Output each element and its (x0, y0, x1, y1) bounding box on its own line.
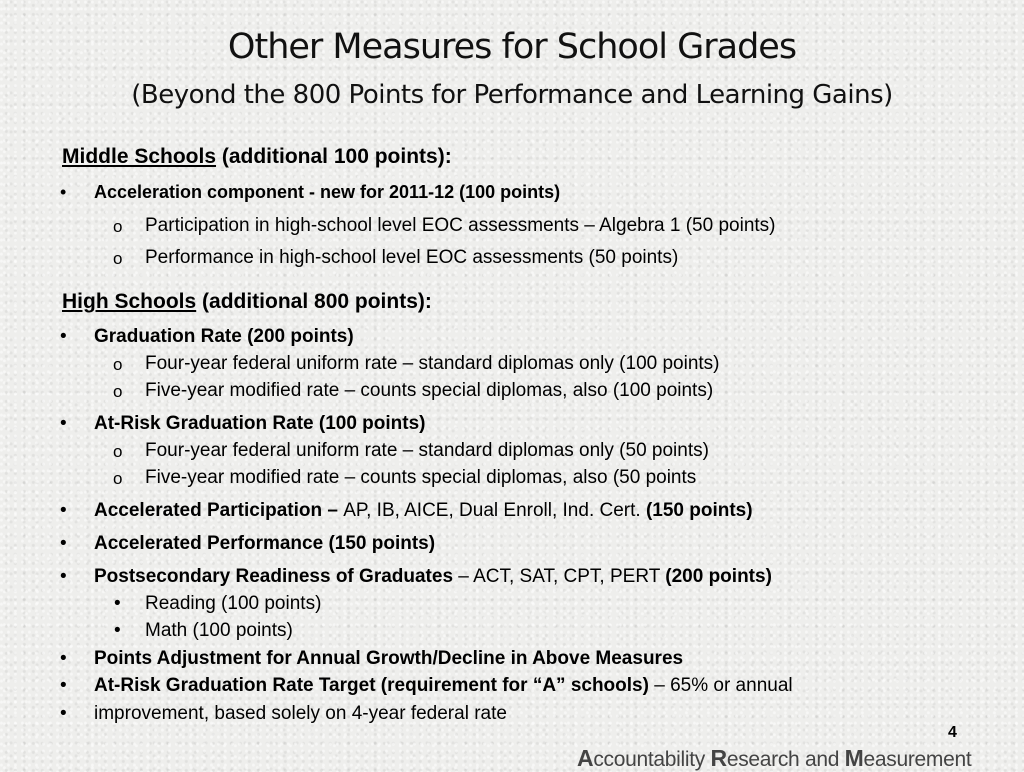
acceleration-component-item: • Acceleration component - new for 2011-12 (100 points) (94, 182, 560, 203)
accelerated-performance-item: • Accelerated Performance (150 points) (94, 533, 435, 555)
high-schools-label: High Schools (62, 290, 197, 313)
high-schools-points: (additional 800 points): (196, 290, 432, 313)
graduation-four-year-item: o Four-year federal uniform rate – standard diplomas only (100 points) (145, 353, 720, 375)
middle-schools-heading (62, 145, 452, 169)
middle-schools-label: Middle Schools (62, 145, 217, 168)
middle-schools-points: (additional 100 points): (216, 145, 452, 168)
slide-title: Other Measures for School Grades (227, 27, 797, 67)
graduation-five-year-item: o Five-year modified rate – counts special diplomas, also (100 points) (145, 380, 713, 402)
eoc-performance-item: o Performance in high-school level EOC assessments (50 points) (145, 247, 678, 269)
at-risk-target-item: • At-Risk Graduation Rate Target (requirement for “A” schools) – 65% or annual (94, 675, 793, 697)
at-risk-graduation-item: • At-Risk Graduation Rate (100 points) (94, 413, 426, 435)
reading-item: • Reading (100 points) (145, 593, 321, 615)
page-number: 4 (948, 724, 957, 741)
at-risk-target-continuation: • improvement, based solely on 4-year federal rate (94, 703, 507, 725)
at-risk-four-year-item: o Four-year federal uniform rate – standard diplomas only (50 points) (145, 440, 709, 462)
postsecondary-readiness-item: • Postsecondary Readiness of Graduates – ACT, SAT, CPT, PERT (200 points) (94, 566, 772, 588)
high-schools-heading (62, 290, 432, 314)
at-risk-five-year-item: o Five-year modified rate – counts special diplomas, also (50 points (145, 467, 696, 489)
accelerated-participation-item: • Accelerated Participation – AP, IB, AICE, Dual Enroll, Ind. Cert. (150 points) (94, 500, 753, 522)
eoc-participation-item: o Participation in high-school level EOC assessments – Algebra 1 (50 points) (145, 215, 776, 237)
math-item: • Math (100 points) (145, 620, 293, 642)
slide-subtitle: (Beyond the 800 Points for Performance and Learning Gains) (131, 80, 893, 110)
graduation-rate-item: • Graduation Rate (200 points) (94, 326, 354, 348)
footer-branding: Accountability Research and Measurement (577, 745, 972, 771)
points-adjustment-item: • Points Adjustment for Annual Growth/Decline in Above Measures (94, 648, 683, 670)
